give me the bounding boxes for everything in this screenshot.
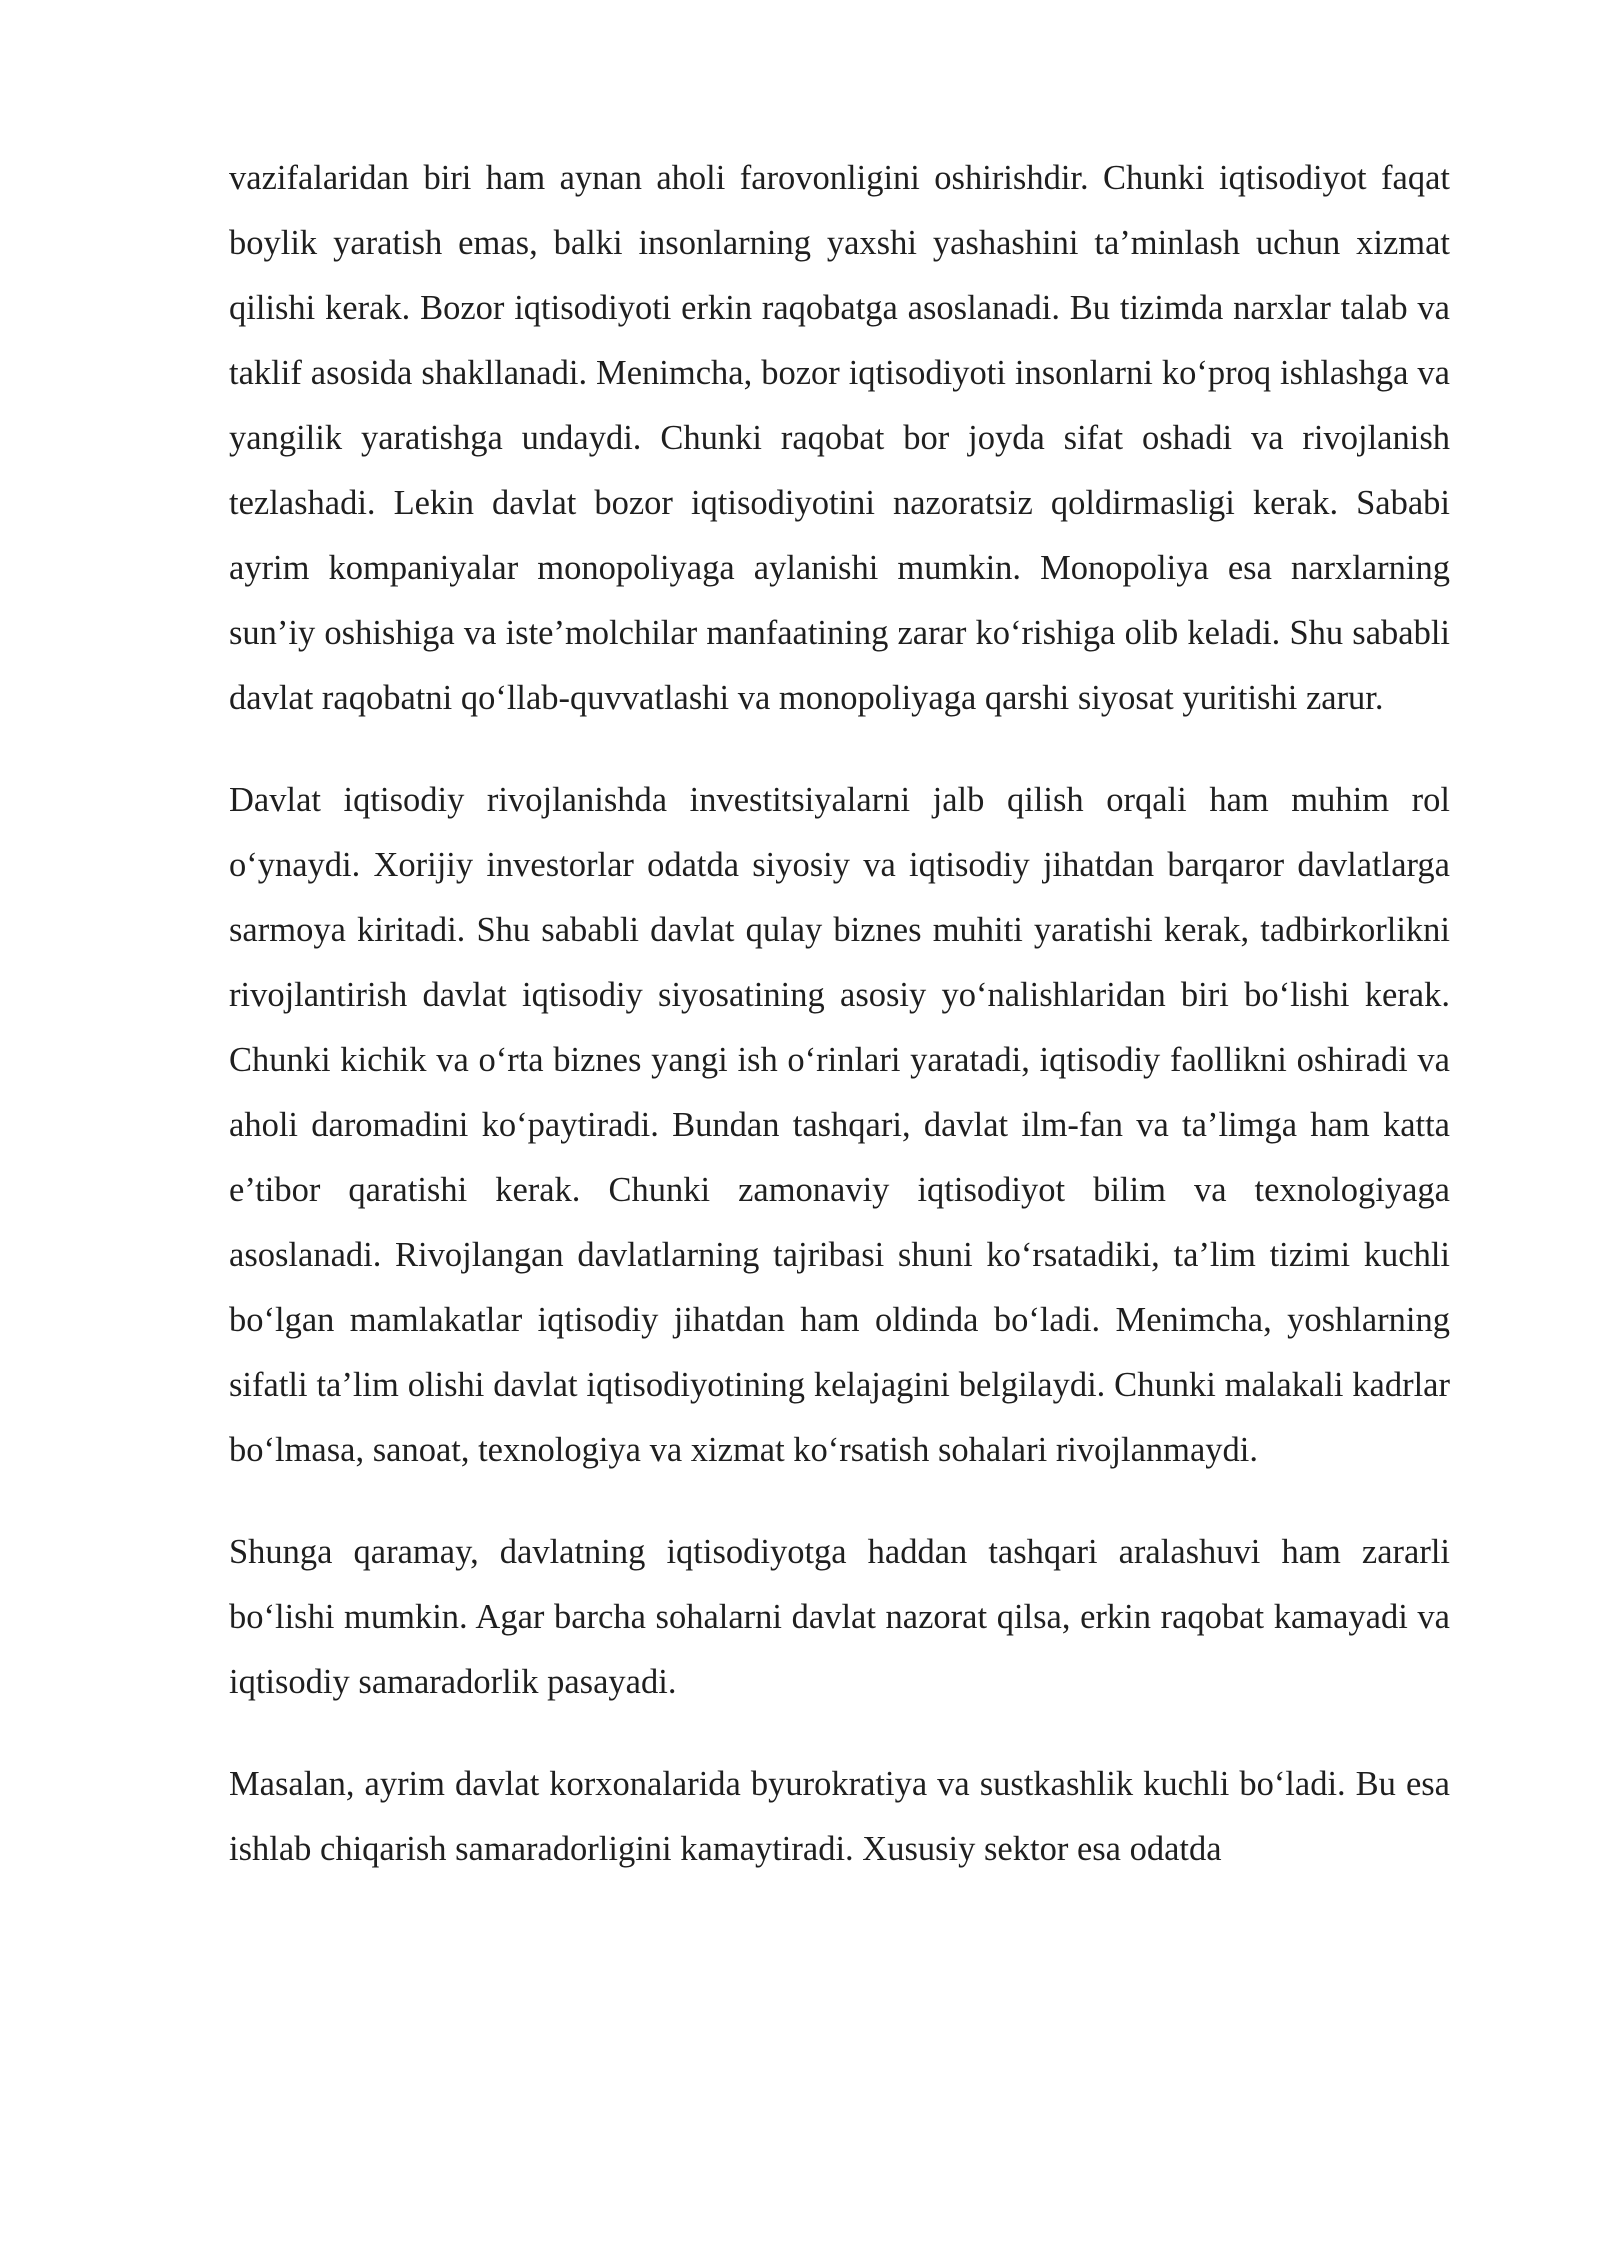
document-body [229,146,1450,1882]
paragraph-1: vazifalaridan biri ham aynan aholi farovonligini oshirishdir. Chunki iqtisodiyot faqat boylik yaratish emas, balki insonlarning yaxshi yashashini ta’minlash uchun xizmat qilishi kerak. Bozor iqtisodiyoti erkin raqobatga asoslanadi. Bu tizimda narxlar talab va taklif asosida shakllanadi. Menimcha, bozor iqtisodiyoti insonlarni ko‘proq ishlashga va yangilik yaratishga undaydi. Chunki raqobat bor joyda sifat oshadi va rivojlanish tezlashadi. Lekin davlat bozor iqtisodiyotini nazoratsiz qoldirmasligi kerak. Sababi ayrim kompaniyalar monopoliyaga aylanishi mumkin. Monopoliya esa narxlarning sun’iy oshishiga va iste’molchilar manfaatining zarar ko‘rishiga olib keladi. Shu sababli davlat raqobatni qo‘llab-quvvatlashi va monopoliyaga qarshi siyosat yuritishi zarur. [229,159,1450,717]
paragraph-3: Shunga qaramay, davlatning iqtisodiyotga haddan tashqari aralashuvi ham zararli bo‘lishi mumkin. Agar barcha sohalarni davlat nazorat qilsa, erkin raqobat kamayadi va iqtisodiy samaradorlik pasayadi. [229,1533,1450,1701]
paragraph-2: Davlat iqtisodiy rivojlanishda investitsiyalarni jalb qilish orqali ham muhim rol o‘ynaydi. Xorijiy investorlar odatda siyosiy va iqtisodiy jihatdan barqaror davlatlarga sarmoya kiritadi. Shu sababli davlat qulay biznes muhiti yaratishi kerak, tadbirkorlikni rivojlantirish davlat iqtisodiy siyosatining asosiy yo‘nalishlaridan biri bo‘lishi kerak. Chunki kichik va o‘rta biznes yangi ish o‘rinlari yaratadi, iqtisodiy faollikni oshiradi va aholi daromadini ko‘paytiradi. Bundan tashqari, davlat ilm-fan va ta’limga ham katta e’tibor qaratishi kerak. Chunki zamonaviy iqtisodiyot bilim va texnologiyaga asoslanadi. Rivojlangan davlatlarning tajribasi shuni ko‘rsatadiki, ta’lim tizimi kuchli bo‘lgan mamlakatlar iqtisodiy jihatdan ham oldinda bo‘ladi. Menimcha, yoshlarning sifatli ta’lim olishi davlat iqtisodiyotining kelajagini belgilaydi. Chunki malakali kadrlar bo‘lmasa, sanoat, texnologiya va xizmat ko‘rsatish sohalari rivojlanmaydi. [229,781,1450,1469]
paragraph-4: Masalan, ayrim davlat korxonalarida byurokratiya va sustkashlik kuchli bo‘ladi. Bu esa ishlab chiqarish samaradorligini kamaytiradi. Xususiy sektor esa odatda [229,1765,1450,1868]
